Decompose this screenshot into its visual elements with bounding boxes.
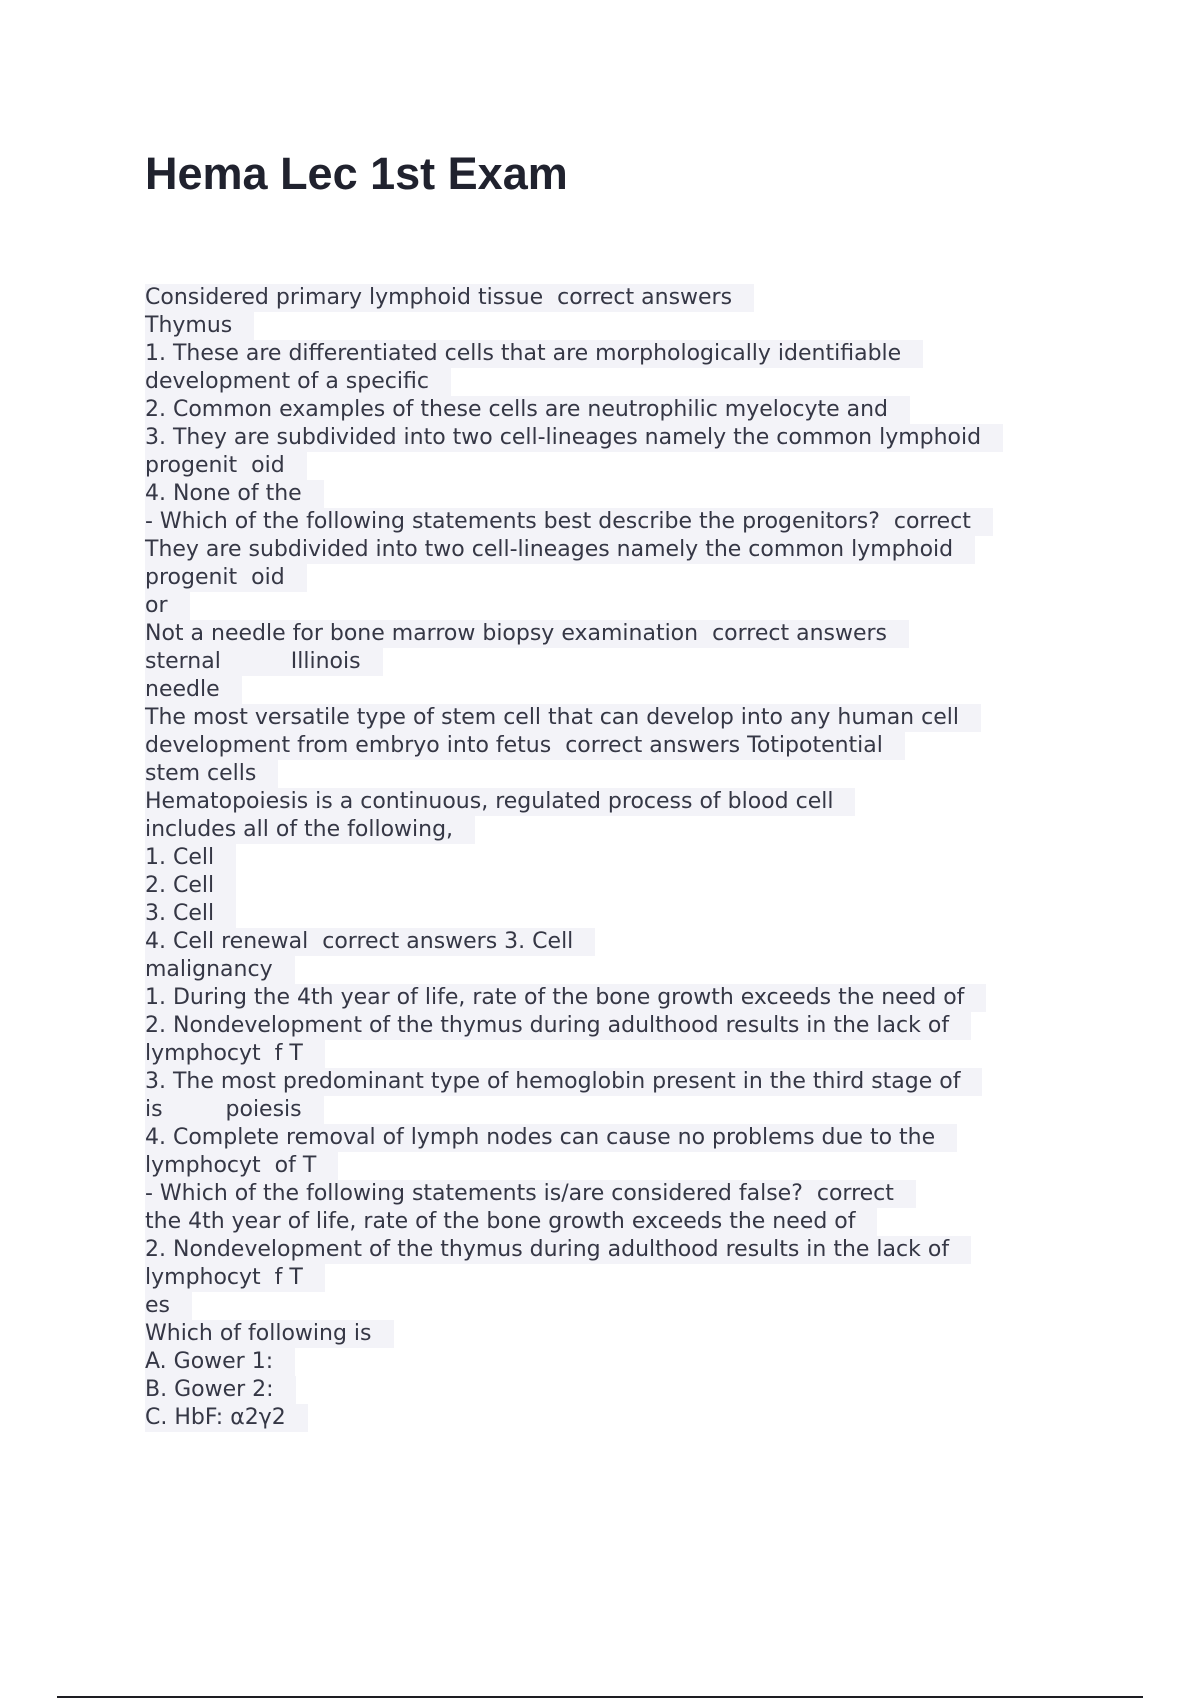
text-line: sternal Illinois xyxy=(145,648,383,676)
text-line: 3. They are subdivided into two cell-lineages namely the common lymphoid xyxy=(145,424,1003,452)
text-line: Not a needle for bone marrow biopsy examination correct answers xyxy=(145,620,909,648)
text-line: Hematopoiesis is a continuous, regulated process of blood cell xyxy=(145,788,855,816)
text-line: or xyxy=(145,592,190,620)
text-line: 1. During the 4th year of life, rate of the bone growth exceeds the need of xyxy=(145,984,986,1012)
text-line: C. HbF: α2γ2 xyxy=(145,1404,308,1432)
text-line: B. Gower 2: xyxy=(145,1376,296,1404)
text-line: 4. Complete removal of lymph nodes can cause no problems due to the xyxy=(145,1124,957,1152)
text-line: Considered primary lymphoid tissue correct answers xyxy=(145,284,754,312)
text-line: lymphocyt f T xyxy=(145,1264,325,1292)
text-line: 4. Cell renewal correct answers 3. Cell xyxy=(145,928,595,956)
text-line: Thymus xyxy=(145,312,254,340)
text-line: 2. Common examples of these cells are neutrophilic myelocyte and xyxy=(145,396,910,424)
text-line: needle xyxy=(145,676,242,704)
text-line: - Which of the following statements best describe the progenitors? correct xyxy=(145,508,993,536)
text-line: stem cells xyxy=(145,760,278,788)
document-title: Hema Lec 1st Exam xyxy=(145,148,568,199)
text-line: includes all of the following, xyxy=(145,816,475,844)
text-line: The most versatile type of stem cell that can develop into any human cell xyxy=(145,704,981,732)
text-line: 1. These are differentiated cells that are morphologically identifiable xyxy=(145,340,923,368)
text-line: development of a specific xyxy=(145,368,451,396)
text-line: 2. Nondevelopment of the thymus during adulthood results in the lack of xyxy=(145,1236,971,1264)
page-bottom-rule xyxy=(57,1696,1143,1698)
text-line: 4. None of the xyxy=(145,480,324,508)
document-body xyxy=(145,284,1105,1432)
text-line: is poiesis xyxy=(145,1096,324,1124)
text-line: es xyxy=(145,1292,192,1320)
text-line: 2. Cell xyxy=(145,872,236,900)
text-line: 2. Nondevelopment of the thymus during adulthood results in the lack of xyxy=(145,1012,971,1040)
text-line: the 4th year of life, rate of the bone growth exceeds the need of xyxy=(145,1208,877,1236)
text-line: development from embryo into fetus correct answers Totipotential xyxy=(145,732,905,760)
text-line: Which of following is xyxy=(145,1320,394,1348)
text-line: 3. Cell xyxy=(145,900,236,928)
text-line: A. Gower 1: xyxy=(145,1348,295,1376)
text-line: progenit oid xyxy=(145,564,307,592)
text-line: They are subdivided into two cell-lineages namely the common lymphoid xyxy=(145,536,975,564)
text-line: progenit oid xyxy=(145,452,307,480)
text-line: lymphocyt of T xyxy=(145,1152,338,1180)
text-line: 3. The most predominant type of hemoglobin present in the third stage of xyxy=(145,1068,982,1096)
text-line: 1. Cell xyxy=(145,844,236,872)
text-line: malignancy xyxy=(145,956,295,984)
text-line: - Which of the following statements is/are considered false? correct xyxy=(145,1180,916,1208)
text-line: lymphocyt f T xyxy=(145,1040,325,1068)
